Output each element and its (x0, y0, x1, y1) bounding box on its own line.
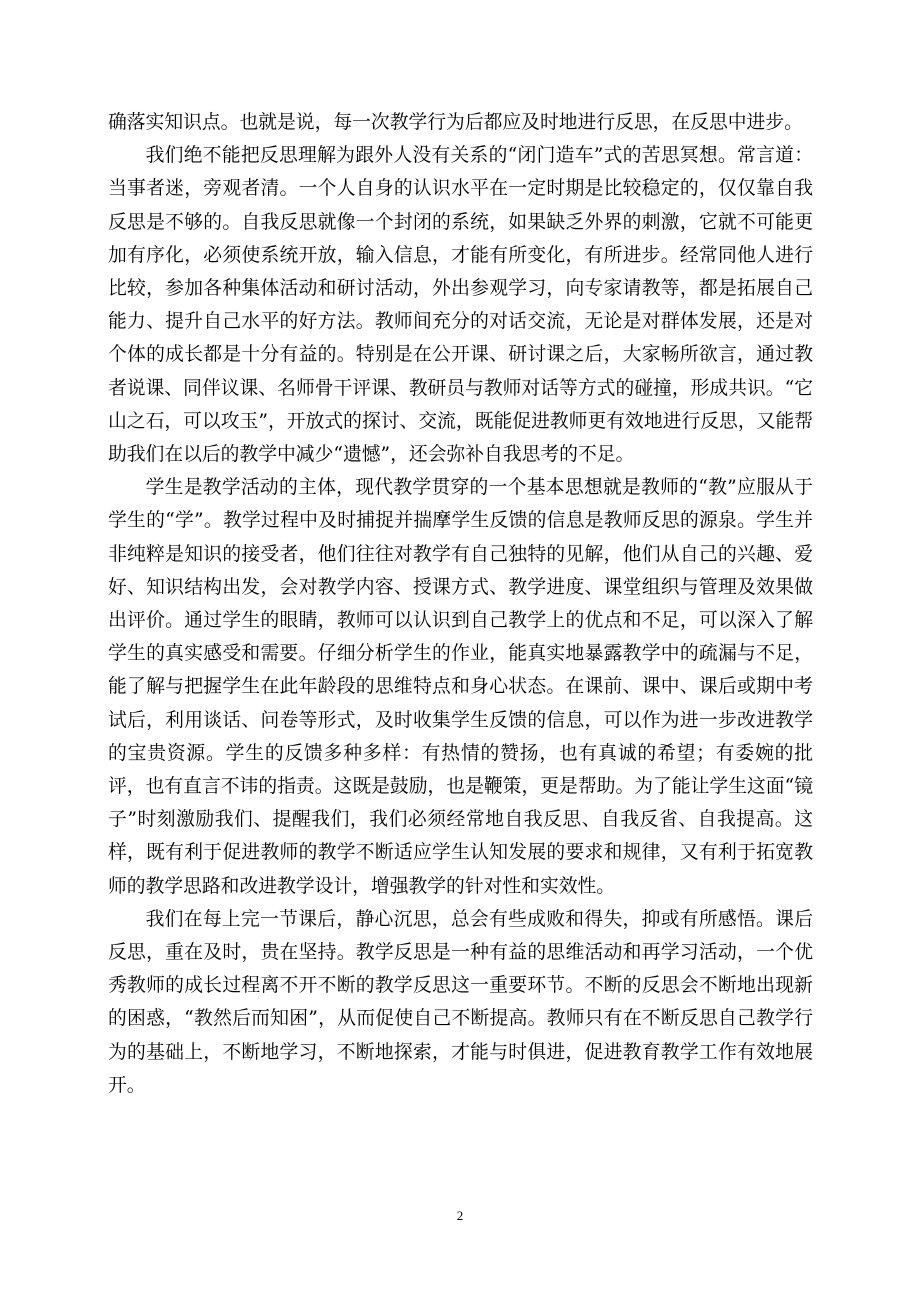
paragraph-1: 确落实知识点。也就是说，每一次教学行为后都应及时地进行反思，在反思中进步。 (108, 112, 803, 133)
paragraph-4: 我们在每上完一节课后，静心沉思，总会有些成败和得失，抑或有所感悟。课后反思，重在及时，贵在坚持。教学反思是一种有益的思维活动和再学习活动，一个优秀教师的成长过程离不开不断的教学反思这一重要环节。不断的反思会不断地出现新的困惑，“教然后而知困”，从而促使自己不断提高。教师只有在不断反思自己教学行为的基础上，不断地学习，不断地探索，才能与时俱进，促进教育教学工作有效地展开。 (108, 908, 813, 1096)
paragraph-3: 学生是教学活动的主体，现代教学贯穿的一个基本思想就是教师的“教”应服从于学生的“学”。教学过程中及时捕捉并揣摩学生反馈的信息是教师反思的源泉。学生并非纯粹是知识的接受者，他们往往对教学有自己独特的见解，他们从自己的兴趣、爱好、知识结构出发，会对教学内容、授课方式、教学进度、课堂组织与管理及效果做出评价。通过学生的眼睛，教师可以认识到自己教学上的优点和不足，可以深入了解学生的真实感受和需要。仔细分析学生的作业，能真实地暴露教学中的疏漏与不足，能了解与把握学生在此年龄段的思维特点和身心状态。在课前、课中、课后或期中考试后，利用谈话、问卷等形式，及时收集学生反馈的信息，可以作为进一步改进教学的宝贵资源。学生的反馈多种多样：有热情的赞扬，也有真诚的希望；有委婉的批评，也有直言不讳的指责。这既是鼓励，也是鞭策，更是帮助。为了能让学生这面“镜子”时刻激励我们、提醒我们，我们必须经常地自我反思、自我反省、自我提高。这样，既有利于促进教师的教学不断适应学生认知发展的要求和规律，又有利于拓宽教师的教学思路和改进教学设计，增强教学的针对性和实效性。 (108, 477, 813, 897)
page-number: 2 (456, 1208, 464, 1223)
paragraph-2: 我们绝不能把反思理解为跟外人没有关系的“闭门造车”式的苦思冥想。常言道：当事者迷，旁观者清。一个人自身的认识水平在一定时期是比较稳定的，仅仅靠自我反思是不够的。自我反思就像一个封闭的系统，如果缺乏外界的刺激，它就不可能更加有序化，必须使系统开放，输入信息，才能有所变化，有所进步。经常同他人进行比较，参加各种集体活动和研讨活动，外出参观学习，向专家请教等，都是拓展自己能力、提升自己水平的好方法。教师间充分的对话交流，无论是对群体发展，还是对个体的成长都是十分有益的。特别是在公开课、研讨课之后，大家畅所欲言，通过教者说课、同伴议课、名师骨干评课、教研员与教师对话等方式的碰撞，形成共识。“它山之石，可以攻玉”，开放式的探讨、交流，既能促进教师更有效地进行反思，又能帮助我们在以后的教学中减少“遗憾”，还会弥补自我思考的不足。 (108, 145, 813, 466)
document-body (108, 106, 813, 1102)
